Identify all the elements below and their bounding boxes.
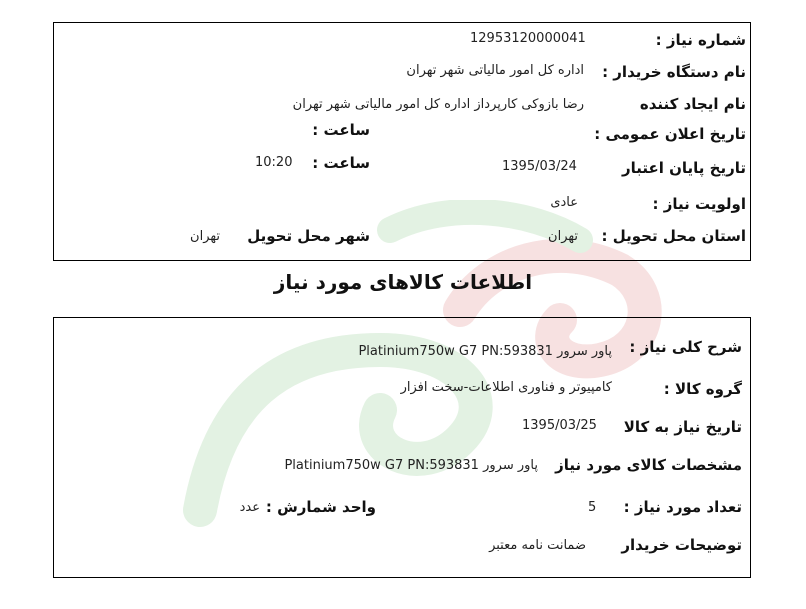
unit-label: واحد شمارش : [265,498,376,516]
notes-value: ضمانت نامه معتبر [489,538,586,553]
city-value: تهران [190,229,220,244]
need-number-label: شماره نیاز : [655,31,746,49]
expiry-time-value: 10:20 [255,155,293,170]
quantity-label: تعداد مورد نیاز : [623,498,742,516]
province-value: تهران [548,229,578,244]
notes-label: توضیحات خریدار [621,536,742,554]
announce-time-label: ساعت : [312,121,370,139]
need-info-box [53,22,751,261]
announce-date-label: تاریخ اعلان عمومی : [594,125,746,143]
province-label: استان محل تحویل : [601,227,746,245]
creator-label: نام ایجاد کننده [639,95,746,113]
group-label: گروه کالا : [663,380,742,398]
group-value: کامپیوتر و فناوری اطلاعات-سخت افزار [400,380,612,395]
creator-value: رضا بازوکی کارپرداز اداره کل امور مالیاتی شهر تهران [292,97,584,112]
expiry-date-label: تاریخ پایان اعتبار [621,159,746,177]
quantity-value: 5 [588,500,597,515]
city-label: شهر محل تحویل [247,227,370,245]
priority-label: اولویت نیاز : [652,195,746,213]
description-label: شرح کلی نیاز : [629,338,742,356]
expiry-date-value: 1395/03/24 [502,159,577,174]
description-value: پاور سرور Platinium750w G7 PN:593831 [358,344,612,359]
need-date-label: تاریخ نیاز به کالا [623,418,742,436]
buyer-org-value: اداره کل امور مالیاتی شهر تهران [406,63,584,78]
goods-info-box [53,317,751,578]
buyer-org-label: نام دستگاه خریدار : [602,63,746,81]
priority-value: عادی [550,195,578,210]
spec-label: مشخصات کالای مورد نیاز [555,456,742,474]
section-title: اطلاعات کالاهای مورد نیاز [273,270,533,294]
unit-value: عدد [239,500,260,515]
spec-value: پاور سرور Platinium750w G7 PN:593831 [284,458,538,473]
expiry-time-label: ساعت : [312,154,370,172]
need-date-value: 1395/03/25 [522,418,597,433]
need-number-value: 12953120000041 [470,31,586,46]
